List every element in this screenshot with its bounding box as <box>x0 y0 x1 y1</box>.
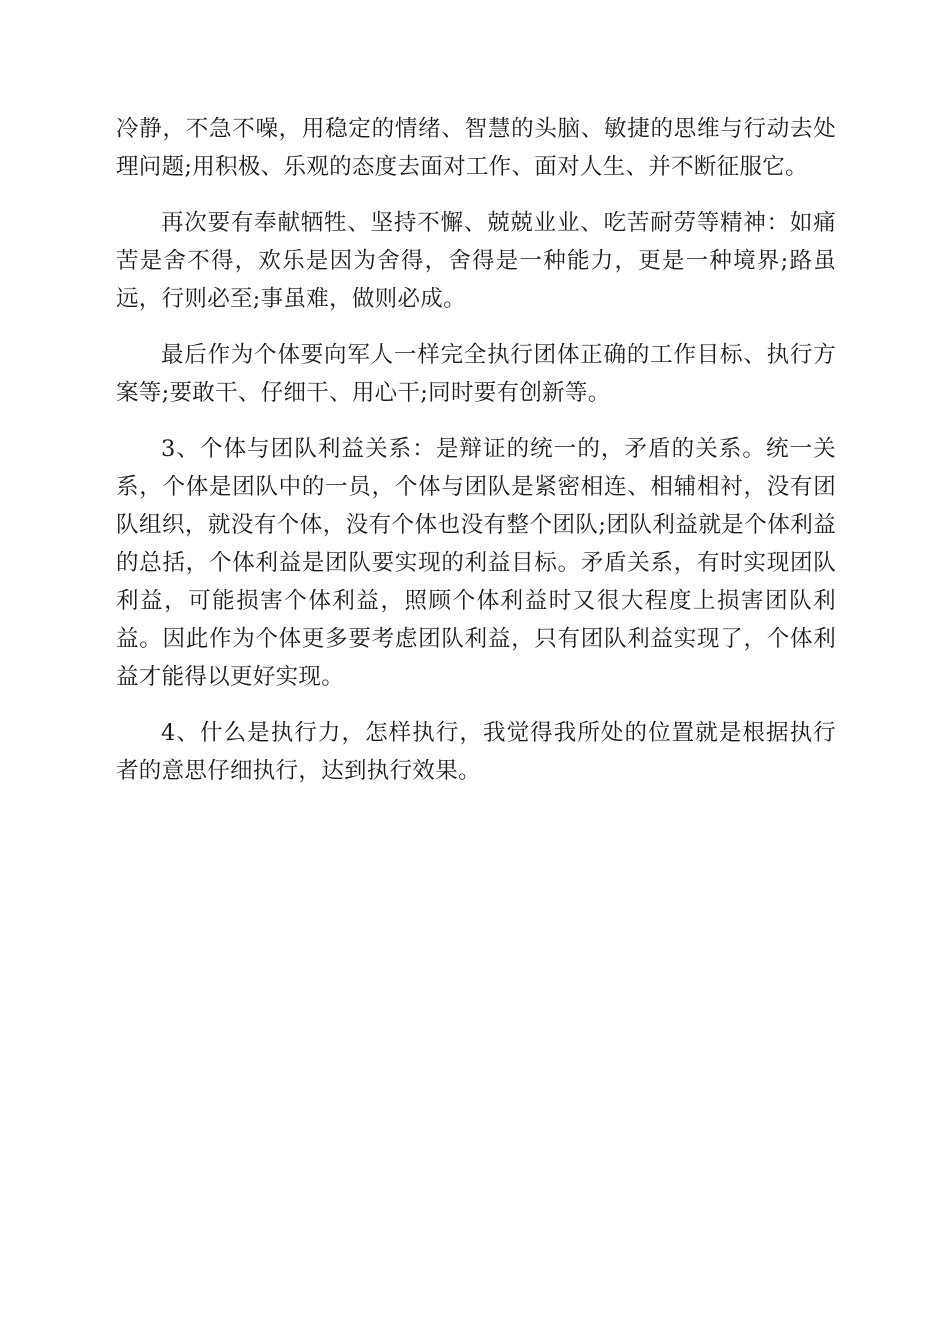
paragraph-individual-team-interests: 3、个体与团队利益关系：是辩证的统一的，矛盾的关系。统一关系，个体是团队中的一员，个体与团队是紧密相连、相辅相衬，没有团队组织，就没有个体，没有个体也没有整个团队;团队利益就是个体利益的总括，个体利益是团队要实现的利益目标。矛盾关系，有时实现团队利益，可能损害个体利益，照顾个体利益时又很大程度上损害团队利益。因此作为个体更多要考虑团队利益，只有团队利益实现了，个体利益才能得以更好实现。 <box>116 436 836 690</box>
paragraph-continuation: 冷静，不急不噪，用稳定的情绪、智慧的头脑、敏捷的思维与行动去处理问题;用积极、乐观的态度去面对工作、面对人生、并不断征服它。 <box>116 116 836 180</box>
paragraph-execution-ability: 4、什么是执行力，怎样执行，我觉得我所处的位置就是根据执行者的意思仔细执行，达到执行效果。 <box>116 720 836 784</box>
document-body <box>116 110 836 790</box>
paragraph-dedication: 再次要有奉献牺牲、坚持不懈、兢兢业业、吃苦耐劳等精神：如痛苦是舍不得，欢乐是因为舍得，舍得是一种能力，更是一种境界;路虽远，行则必至;事虽难，做则必成。 <box>116 210 836 312</box>
paragraph-execution-goals: 最后作为个体要向军人一样完全执行团体正确的工作目标、执行方案等;要敢干、仔细干、用心干;同时要有创新等。 <box>116 342 836 406</box>
